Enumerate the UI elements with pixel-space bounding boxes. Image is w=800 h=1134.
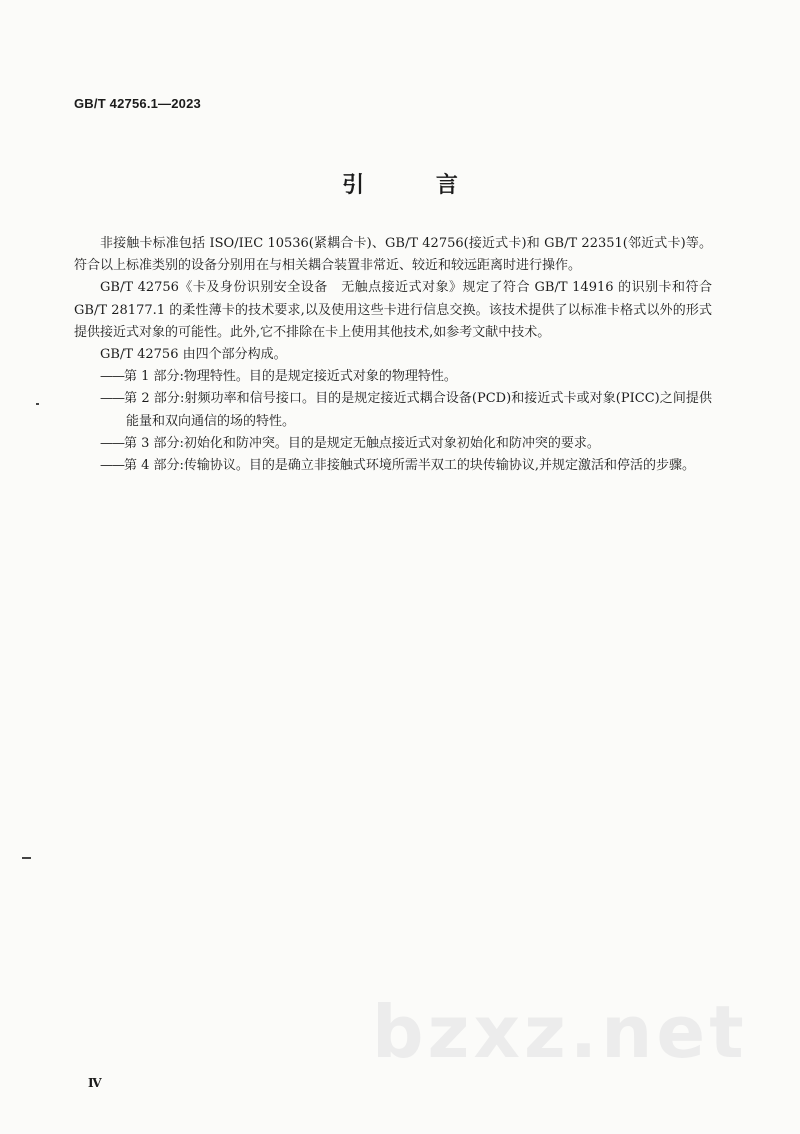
list-dash: ——	[100, 369, 124, 385]
page-number: Ⅳ	[88, 1076, 102, 1090]
list-item-text: 第 2 部分:射频功率和信号接口。目的是规定接近式耦合设备(PCD)和接近式卡或对象(PICC)之间提供能量和双向通信的场的特性。	[124, 391, 712, 429]
list-item-text: 第 1 部分:物理特性。目的是规定接近式对象的物理特性。	[124, 369, 457, 385]
list-item-part-4	[74, 455, 712, 477]
list-dash: ——	[100, 435, 124, 451]
list-dash: ——	[100, 391, 124, 407]
list-item-part-1	[74, 366, 712, 388]
paragraph-standards-overview: 非接触卡标准包括 ISO/IEC 10536(紧耦合卡)、GB/T 42756(接近式卡)和 GB/T 22351(邻近式卡)等。符合以上标准类别的设备分别用在与相关耦合装置非常近、较近和较远距离时进行操作。	[74, 236, 712, 274]
scan-speck	[22, 857, 31, 859]
standard-code: GB/T 42756.1—2023	[74, 96, 201, 111]
introduction-body	[74, 233, 712, 477]
list-item-part-3	[74, 433, 712, 455]
list-item-part-2	[74, 388, 712, 432]
paragraph-parts-intro: GB/T 42756 由四个部分构成。	[100, 347, 287, 363]
scan-speck	[36, 403, 39, 405]
watermark: bzxz.net	[372, 990, 748, 1074]
paragraph-scope: GB/T 42756《卡及身份识别安全设备 无触点接近式对象》规定了符合 GB/T 14916 的识别卡和符合 GB/T 28177.1 的柔性薄卡的技术要求,以及使用这些卡进行信息交换。该技术提供了以标准卡格式以外的形式提供接近式对象的可能性。此外,它不排除在卡上使用其他技术,如参考文献中技术。	[74, 280, 712, 340]
list-item-text: 第 4 部分:传输协议。目的是确立非接触式环境所需半双工的块传输协议,并规定激活和停活的步骤。	[124, 458, 696, 474]
list-dash: ——	[100, 458, 124, 474]
list-item-text: 第 3 部分:初始化和防冲突。目的是规定无触点接近式对象初始化和防冲突的要求。	[124, 435, 600, 451]
section-title: 引 言	[342, 173, 490, 198]
